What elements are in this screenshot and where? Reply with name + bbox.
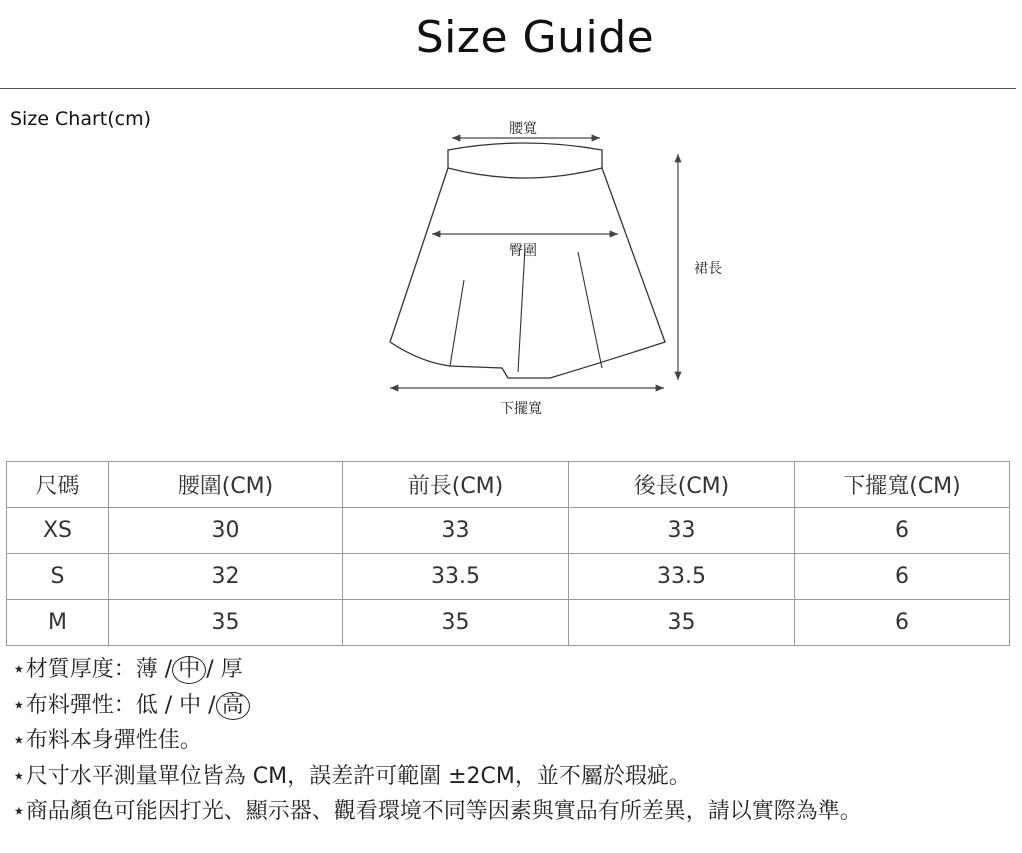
size-chart-heading: Size Chart(cm) <box>10 108 152 130</box>
size-table <box>6 461 1010 646</box>
cell-size: S <box>7 554 109 600</box>
header-waist: 腰圍(CM) <box>109 462 343 508</box>
table-row <box>7 508 1010 554</box>
note-thickness <box>12 652 862 688</box>
cell-size: M <box>7 600 109 646</box>
notes-list <box>12 652 862 830</box>
header-back-length: 後長(CM) <box>569 462 795 508</box>
elasticity-prefix: ⋆布料彈性：低 / 中 / <box>12 692 216 718</box>
header-size: 尺碼 <box>7 462 109 508</box>
cell-front-length: 33.5 <box>343 554 569 600</box>
table-row <box>7 554 1010 600</box>
cell-hem-width: 6 <box>795 554 1010 600</box>
cell-waist: 32 <box>109 554 343 600</box>
waist-label: 腰寬 <box>509 121 537 137</box>
skirt-outline <box>390 168 665 378</box>
thickness-prefix: ⋆材質厚度：薄 / <box>12 657 173 682</box>
length-label: 裙長 <box>694 261 722 277</box>
cell-front-length: 33 <box>343 508 569 554</box>
elasticity-selected: 高 <box>216 692 250 720</box>
thickness-suffix: / 厚 <box>206 657 243 682</box>
cell-waist: 35 <box>109 600 343 646</box>
hem-label: 下擺寬 <box>500 401 542 417</box>
table-row <box>7 600 1010 646</box>
cell-front-length: 35 <box>343 600 569 646</box>
title-divider <box>0 88 1016 89</box>
note-measurement-tolerance: ⋆尺寸水平測量單位皆為 CM，誤差許可範圍 ±2CM，並不屬於瑕疵。 <box>12 763 691 789</box>
cell-waist: 30 <box>109 508 343 554</box>
cell-back-length: 33.5 <box>569 554 795 600</box>
cell-size: XS <box>7 508 109 554</box>
note-elasticity <box>12 688 862 724</box>
cell-hem-width: 6 <box>795 508 1010 554</box>
cell-back-length: 33 <box>569 508 795 554</box>
header-hem-width: 下擺寬(CM) <box>795 462 1010 508</box>
pleat-line <box>518 248 525 372</box>
note-fabric-elastic: ⋆布料本身彈性佳。 <box>12 728 202 754</box>
pleat-line <box>578 252 602 368</box>
thickness-selected: 中 <box>172 656 206 684</box>
pleat-line <box>450 280 464 366</box>
page-title: Size Guide <box>415 12 655 63</box>
hip-label: 臀圍 <box>509 243 537 259</box>
waistband <box>448 143 602 178</box>
cell-hem-width: 6 <box>795 600 1010 646</box>
note-color-difference: ⋆商品顏色可能因打光、顯示器、觀看環境不同等因素與實品有所差異，請以實際為準。 <box>12 799 862 825</box>
header-front-length: 前長(CM) <box>343 462 569 508</box>
skirt-measurement-diagram <box>380 110 750 430</box>
table-header-row <box>7 462 1010 508</box>
cell-back-length: 35 <box>569 600 795 646</box>
